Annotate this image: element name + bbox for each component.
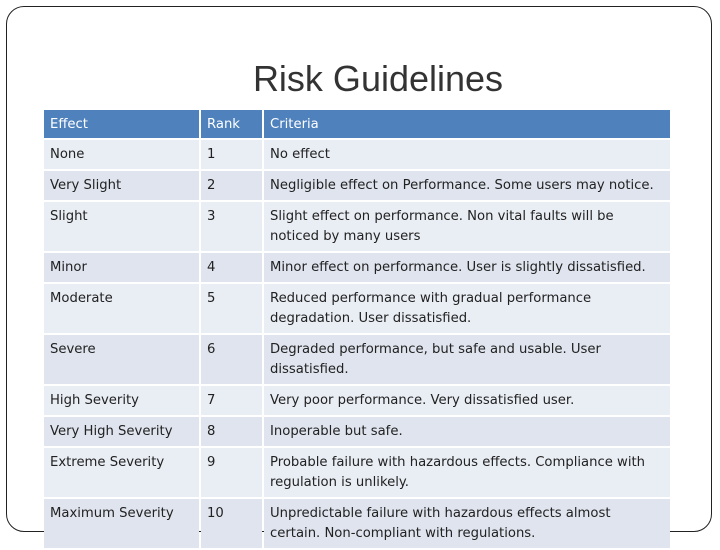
slide-title: Risk Guidelines [252,58,504,99]
table-row [44,284,670,333]
criteria-cell: Negligible effect on Performance. Some users may notice. [264,171,670,200]
criteria-cell: Slight effect on performance. Non vital faults will be noticed by many users [264,202,670,251]
effect-cell: None [44,140,199,169]
rank-cell: 6 [201,335,262,384]
table-row [44,202,670,251]
effect-cell: Very Slight [44,171,199,200]
header-effect: Effect [44,110,199,138]
rank-cell: 9 [201,448,262,497]
effect-cell: Extreme Severity [44,448,199,497]
criteria-cell: Degraded performance, but safe and usable. User dissatisfied. [264,335,670,384]
risk-guidelines-table [42,108,672,550]
rank-cell: 4 [201,253,262,282]
rank-cell: 1 [201,140,262,169]
effect-cell: Moderate [44,284,199,333]
effect-cell: Very High Severity [44,417,199,446]
table-row [44,499,670,548]
rank-cell: 8 [201,417,262,446]
table-row [44,417,670,446]
effect-cell: Maximum Severity [44,499,199,548]
rank-cell: 3 [201,202,262,251]
criteria-cell: Probable failure with hazardous effects. Compliance with regulation is unlikely. [264,448,670,497]
rank-cell: 2 [201,171,262,200]
header-criteria: Criteria [264,110,670,138]
criteria-cell: Reduced performance with gradual performance degradation. User dissatisfied. [264,284,670,333]
table-row [44,386,670,415]
header-rank: Rank [201,110,262,138]
rank-cell: 7 [201,386,262,415]
effect-cell: High Severity [44,386,199,415]
table-row [44,171,670,200]
criteria-cell: Unpredictable failure with hazardous effects almost certain. Non-compliant with regulations. [264,499,670,548]
effect-cell: Severe [44,335,199,384]
criteria-cell: Very poor performance. Very dissatisfied user. [264,386,670,415]
table-header-row [44,110,670,138]
table-row [44,448,670,497]
table-row [44,140,670,169]
criteria-cell: Minor effect on performance. User is slightly dissatisfied. [264,253,670,282]
effect-cell: Slight [44,202,199,251]
rank-cell: 5 [201,284,262,333]
table-row [44,253,670,282]
table-row [44,335,670,384]
rank-cell: 10 [201,499,262,548]
criteria-cell: No effect [264,140,670,169]
effect-cell: Minor [44,253,199,282]
criteria-cell: Inoperable but safe. [264,417,670,446]
